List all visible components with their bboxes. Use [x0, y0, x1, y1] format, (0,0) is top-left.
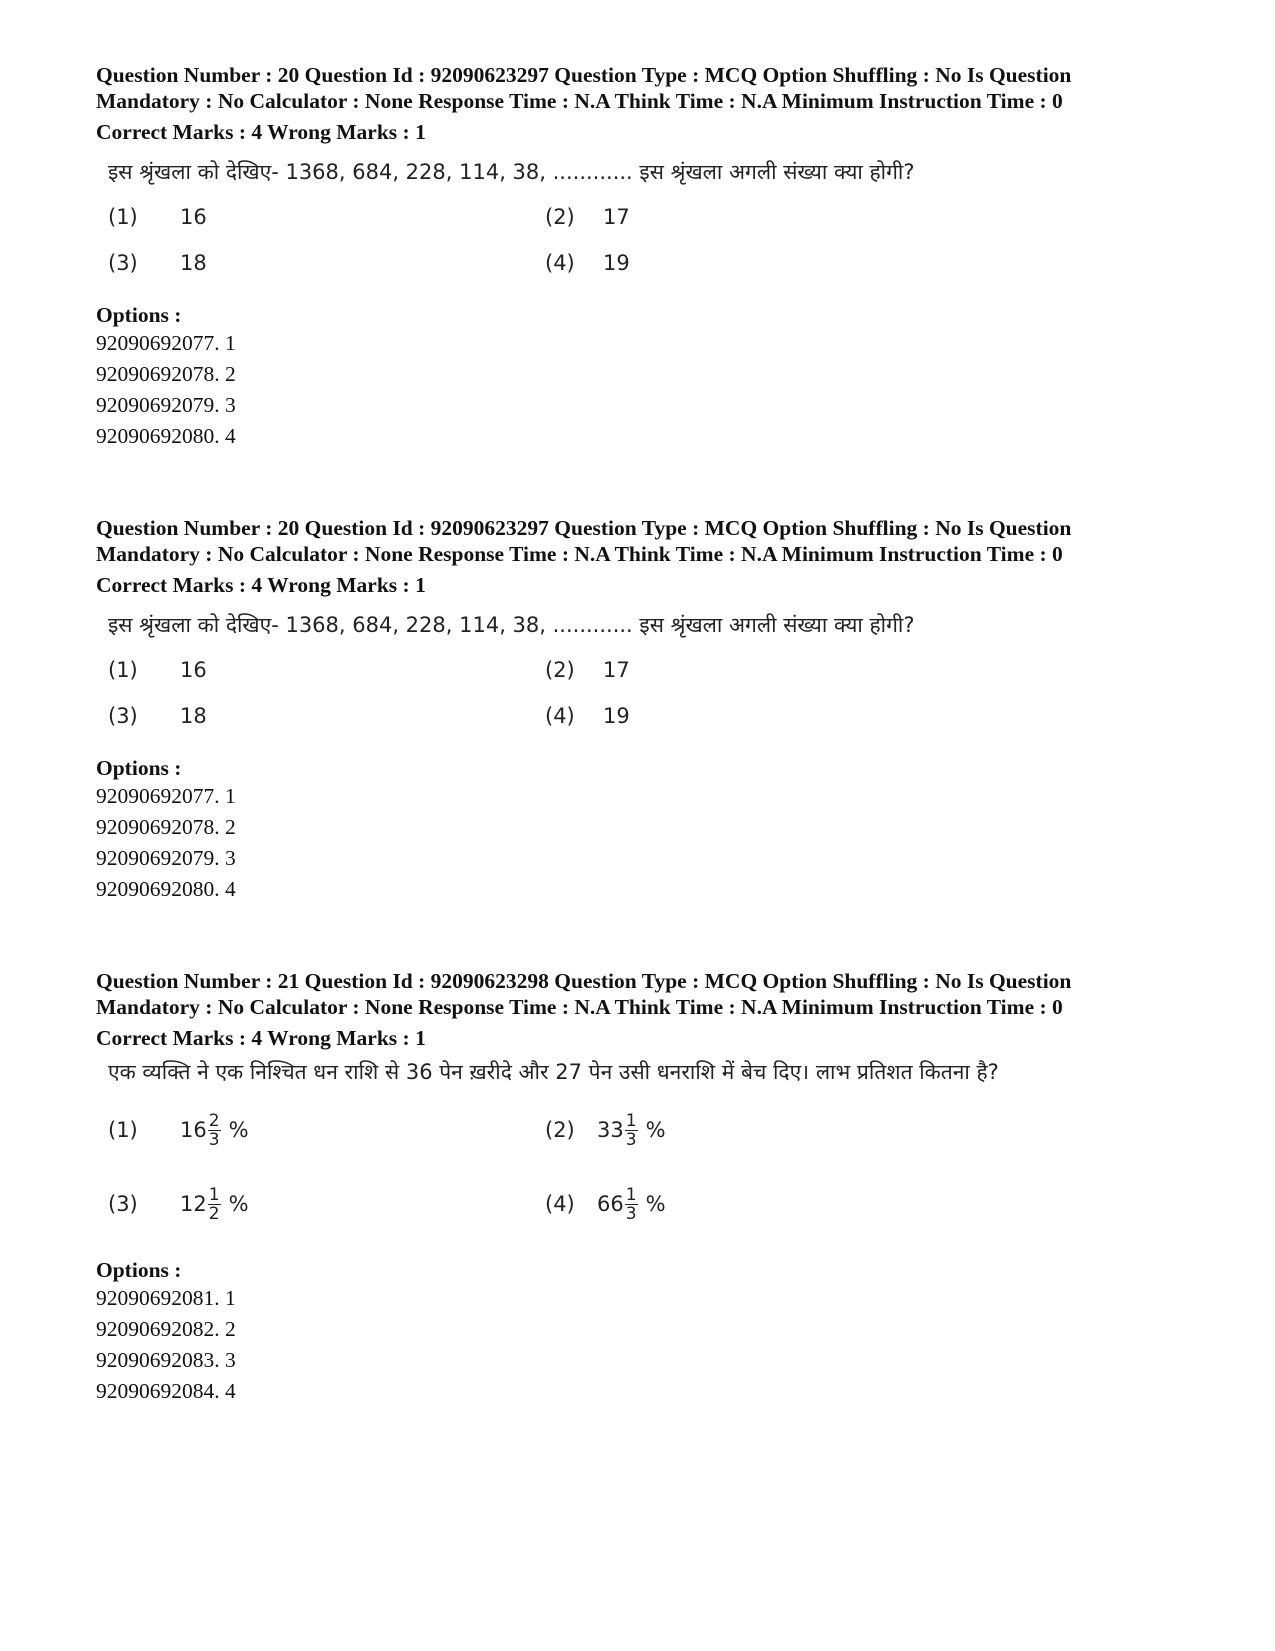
question-meta-line-1: Question Number : 20 Question Id : 92090623297 Question Type : MCQ Option Shuffling : No Is Question [96, 63, 1072, 87]
choice-1 [108, 201, 207, 233]
choice-number: (1) [108, 205, 138, 229]
question-marks: Correct Marks : 4 Wrong Marks : 1 [96, 120, 426, 144]
choice-number: (4) [545, 1192, 575, 1216]
options-section [96, 755, 1206, 905]
option-line: 92090692080. 4 [96, 877, 236, 901]
question-meta-line-2: Mandatory : No Calculator : None Response Time : N.A Think Time : N.A Minimum Instruction Time : 0 [96, 89, 1063, 113]
question-text: इस श्रृंखला को देखिए- 1368, 684, 228, 114, 38, ............ इस श्रृंखला अगली संख्या क्या होगी? [108, 613, 915, 637]
fraction [208, 1186, 221, 1223]
question-block-1 [96, 62, 1206, 452]
choice-value [597, 1186, 666, 1223]
choice-1 [108, 654, 207, 686]
choice-1 [108, 1107, 249, 1153]
question-block-2 [96, 515, 1206, 905]
choice-number: (2) [545, 658, 575, 682]
percent-sign: % [645, 1118, 666, 1142]
option-line: 92090692084. 4 [96, 1379, 236, 1403]
choice-value: 16 [180, 205, 207, 229]
choice-value: 19 [603, 704, 630, 728]
choice-value: 18 [180, 704, 207, 728]
choice-value [180, 1112, 249, 1149]
fraction-whole: 33 [597, 1118, 624, 1142]
question-meta-line-2: Mandatory : No Calculator : None Response Time : N.A Think Time : N.A Minimum Instruction Time : 0 [96, 542, 1063, 566]
choice-number: (3) [108, 704, 138, 728]
fraction-denominator: 3 [208, 1129, 220, 1150]
choice-value: 17 [603, 205, 630, 229]
choice-3 [108, 700, 207, 732]
choice-grid [96, 1107, 1206, 1257]
option-line: 92090692078. 2 [96, 362, 236, 386]
option-line: 92090692081. 1 [96, 1286, 236, 1310]
options-label: Options : [96, 1258, 182, 1282]
option-line: 92090692082. 2 [96, 1317, 236, 1341]
choice-number: (3) [108, 251, 138, 275]
choice-3 [108, 1181, 249, 1227]
options-label: Options : [96, 303, 182, 327]
choice-value: 18 [180, 251, 207, 275]
options-section [96, 1257, 1206, 1407]
option-line: 92090692077. 1 [96, 331, 236, 355]
question-block-3 [96, 968, 1206, 1407]
fraction-numerator: 1 [625, 1110, 637, 1131]
choice-2 [545, 201, 630, 233]
question-marks: Correct Marks : 4 Wrong Marks : 1 [96, 573, 426, 597]
choice-number: (4) [545, 251, 575, 275]
choice-number: (2) [545, 1118, 575, 1142]
fraction-whole: 16 [180, 1118, 207, 1142]
choice-3 [108, 247, 207, 279]
options-section [96, 302, 1206, 452]
option-line: 92090692083. 3 [96, 1348, 236, 1372]
fraction [625, 1186, 638, 1223]
choice-number: (2) [545, 205, 575, 229]
option-line: 92090692077. 1 [96, 784, 236, 808]
option-line: 92090692079. 3 [96, 393, 236, 417]
fraction-numerator: 2 [208, 1110, 220, 1131]
choice-number: (3) [108, 1192, 138, 1216]
question-text: एक व्यक्ति ने एक निश्चित धन राशि से 36 पेन ख़रीदे और 27 पेन उसी धनराशि में बेच दिए। लाभ प्रतिशत कितना है? [108, 1060, 999, 1084]
fraction-whole: 12 [180, 1192, 207, 1216]
question-meta-line-2: Mandatory : No Calculator : None Response Time : N.A Think Time : N.A Minimum Instruction Time : 0 [96, 995, 1063, 1019]
question-meta-line-1: Question Number : 21 Question Id : 92090623298 Question Type : MCQ Option Shuffling : No Is Question [96, 969, 1072, 993]
choice-value [180, 1186, 249, 1223]
choice-number: (4) [545, 704, 575, 728]
choice-4 [545, 1181, 666, 1227]
choice-value: 16 [180, 658, 207, 682]
choice-grid [96, 201, 1206, 296]
choice-value [597, 1112, 666, 1149]
fraction-denominator: 3 [625, 1129, 637, 1150]
choice-number: (1) [108, 658, 138, 682]
choice-2 [545, 1107, 666, 1153]
percent-sign: % [645, 1192, 666, 1216]
choice-4 [545, 247, 630, 279]
choice-value: 17 [603, 658, 630, 682]
question-marks: Correct Marks : 4 Wrong Marks : 1 [96, 1026, 426, 1050]
choice-grid [96, 654, 1206, 749]
percent-sign: % [228, 1118, 249, 1142]
fraction [208, 1112, 221, 1149]
fraction-denominator: 3 [625, 1203, 637, 1224]
fraction-numerator: 1 [208, 1184, 220, 1205]
choice-value: 19 [603, 251, 630, 275]
fraction-whole: 66 [597, 1192, 624, 1216]
question-meta-line-1: Question Number : 20 Question Id : 92090623297 Question Type : MCQ Option Shuffling : No Is Question [96, 516, 1072, 540]
choice-2 [545, 654, 630, 686]
option-line: 92090692080. 4 [96, 424, 236, 448]
option-line: 92090692079. 3 [96, 846, 236, 870]
fraction-numerator: 1 [625, 1184, 637, 1205]
fraction-denominator: 2 [208, 1203, 220, 1224]
options-label: Options : [96, 756, 182, 780]
option-line: 92090692078. 2 [96, 815, 236, 839]
question-text: इस श्रृंखला को देखिए- 1368, 684, 228, 114, 38, ............ इस श्रृंखला अगली संख्या क्या होगी? [108, 160, 915, 184]
choice-number: (1) [108, 1118, 138, 1142]
percent-sign: % [228, 1192, 249, 1216]
fraction [625, 1112, 638, 1149]
choice-4 [545, 700, 630, 732]
